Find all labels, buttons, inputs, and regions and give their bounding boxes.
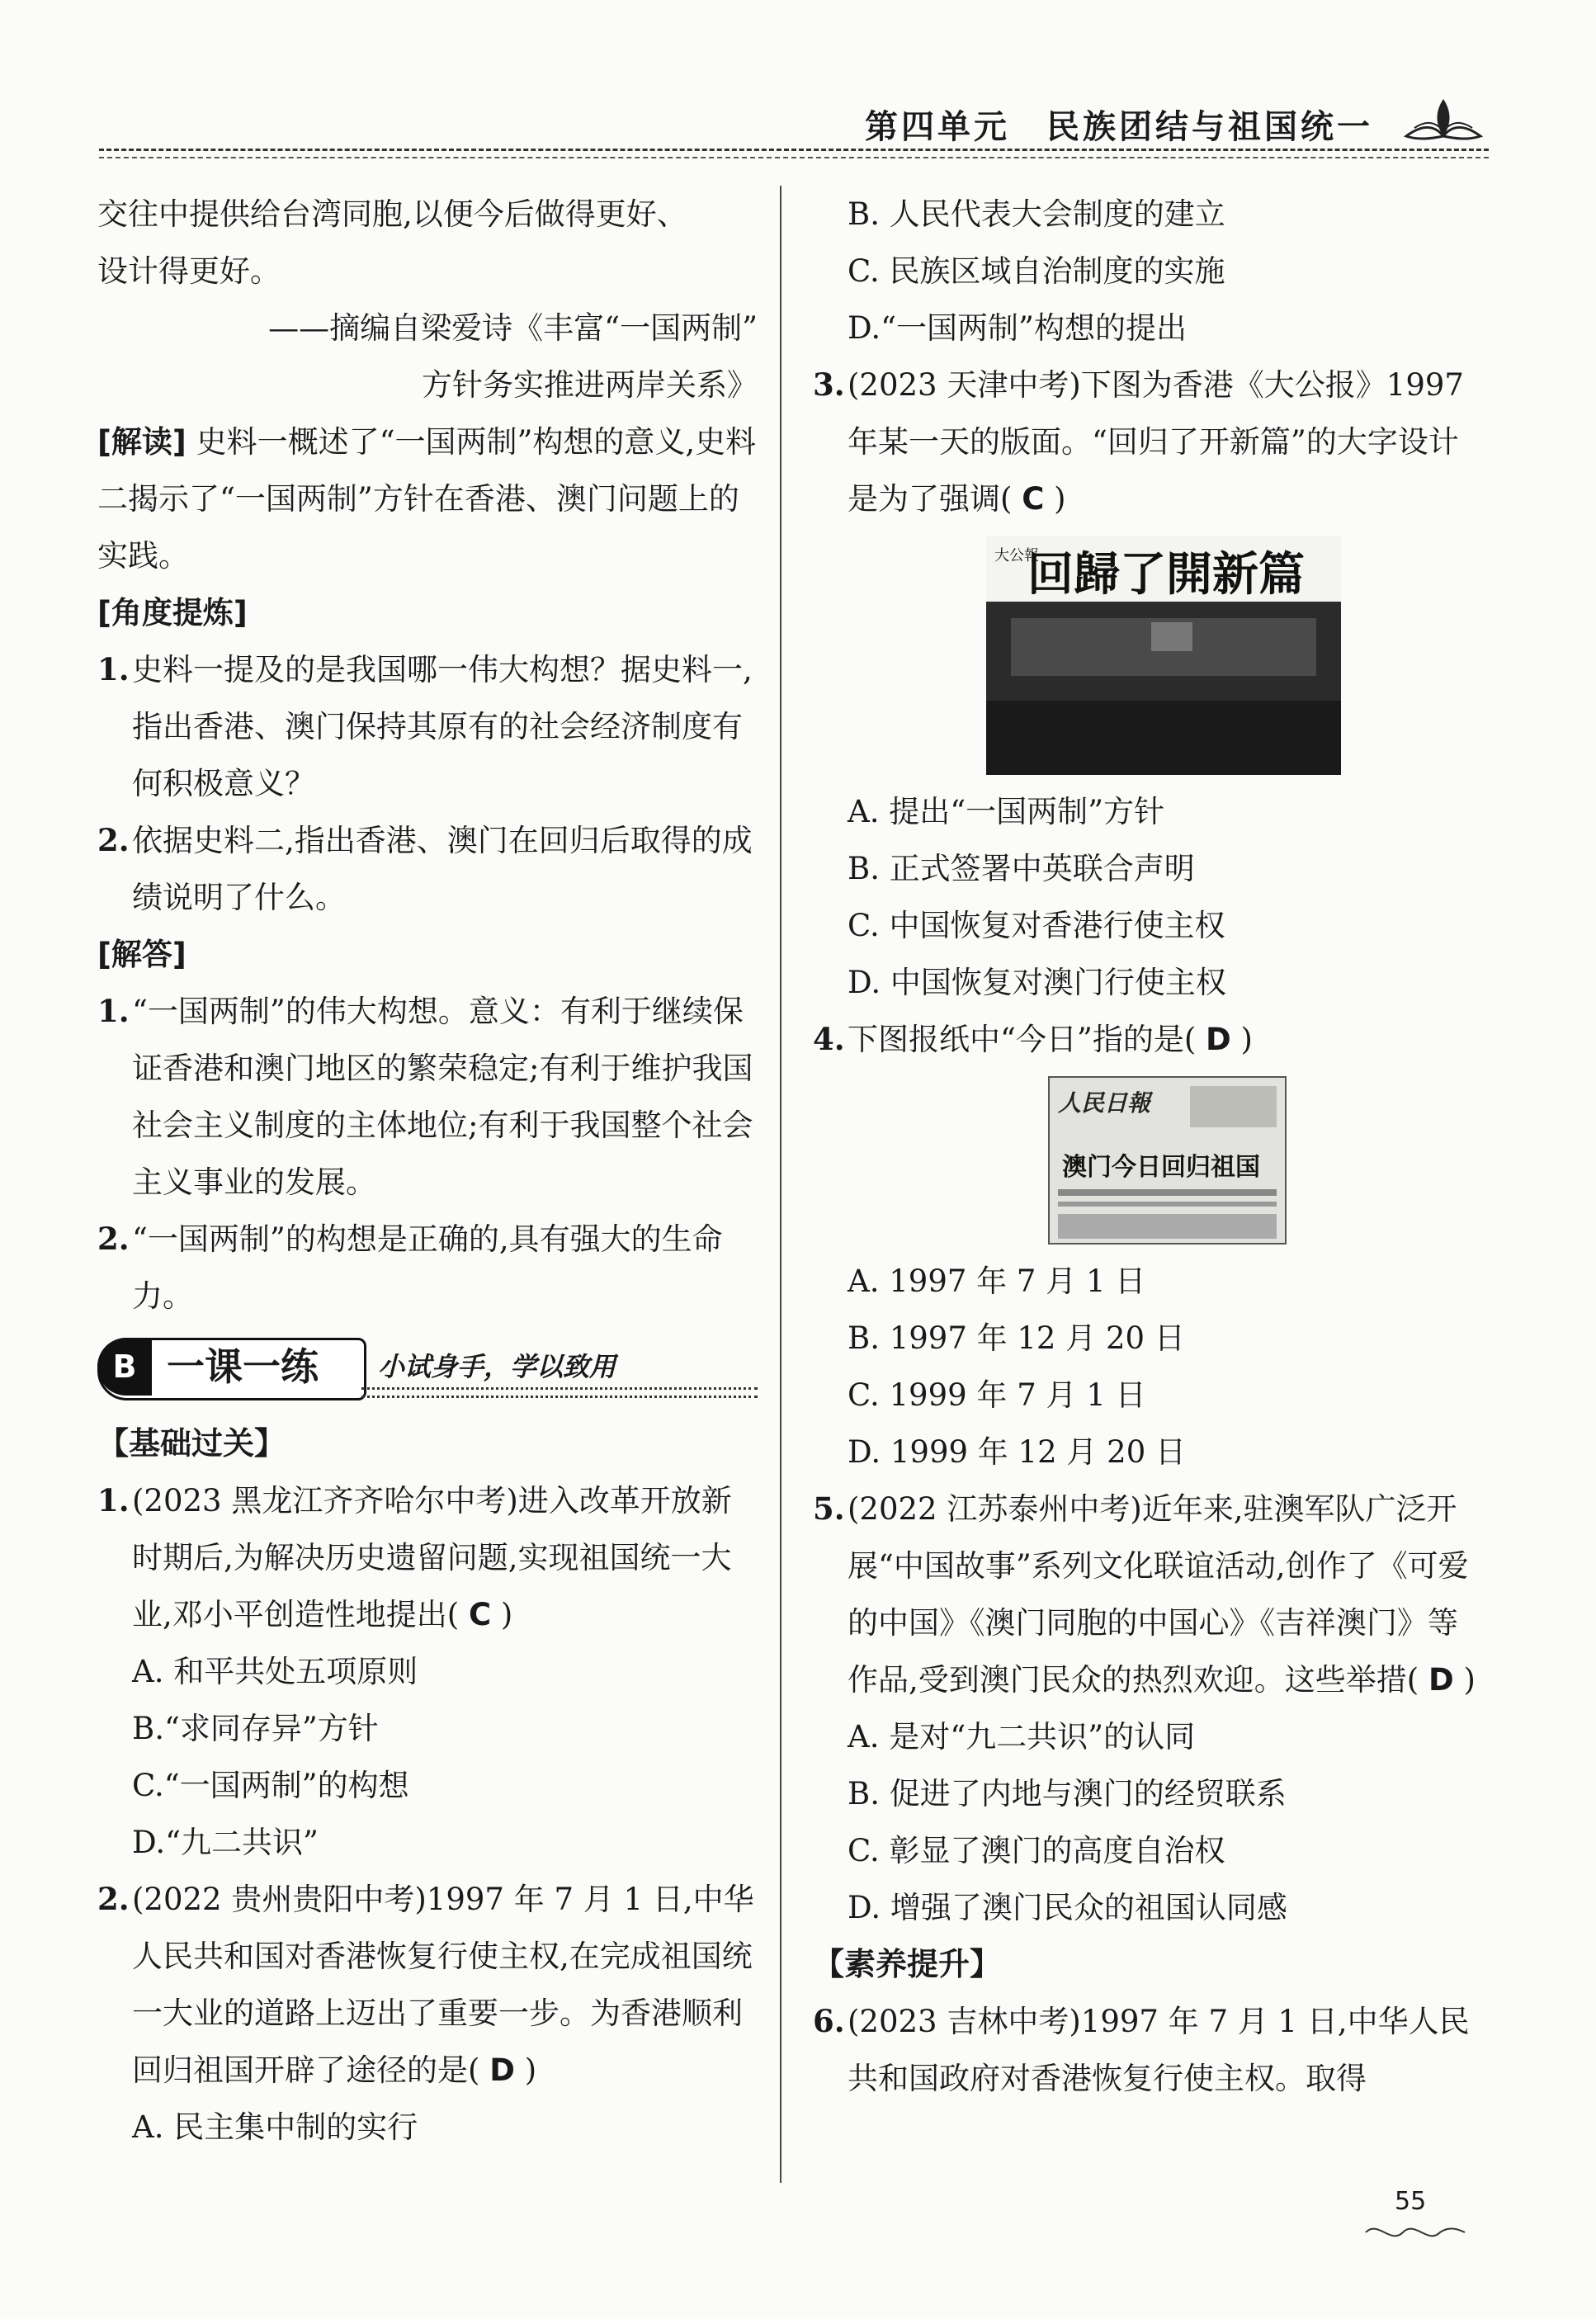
question-1-option: D.“九二共识”: [132, 1825, 319, 1860]
question-1-stem: 1.(2023 黑龙江齐齐哈尔中考)进入改革开放新时期后,为解决历史遗留问题,实现祖国统一大业,邓小平创造性地提出( C ): [97, 1482, 732, 1632]
newspaper-photo-renminribao: [1048, 1076, 1287, 1245]
question-4-stem: 4.下图报纸中“今日”指的是( D ): [813, 1021, 1253, 1057]
question-4-option: D. 1999 年 12 月 20 日: [848, 1434, 1186, 1470]
right-column: [813, 186, 1481, 2107]
jiedu-text: 史料一概述了“一国两制”构想的意义,史料二揭示了“一国两制”方针在香港、澳门问题上的实践。: [97, 424, 757, 574]
question-1-option: C.“一国两制”的构想: [132, 1768, 409, 1803]
jieda-item: 1.“一国两制”的伟大构想。意义：有利于继续保证香港和澳门地区的繁荣稳定;有利于维护我国社会主义制度的主体地位;有利于我国整个社会主义事业的发展。: [97, 993, 753, 1200]
question-3-option: B. 正式签署中英联合声明: [848, 851, 1195, 886]
newspaper-headline: 澳门今日回归祖国: [1062, 1153, 1260, 1182]
question-4-option: C. 1999 年 7 月 1 日: [848, 1377, 1146, 1413]
banner-rule-secondary: [361, 1396, 758, 1398]
question-5-option: B. 促进了内地与澳门的经贸联系: [848, 1776, 1287, 1811]
source-citation-line: ——摘编自梁爱诗《丰富“一国两制”: [268, 310, 758, 346]
banner-letter: B: [97, 1338, 152, 1396]
jiedu-paragraph: [97, 413, 758, 584]
suyang-heading: 【素养提升】: [813, 1946, 1002, 1982]
question-2-option: C. 民族区域自治制度的实施: [848, 253, 1225, 289]
page-number: 55: [1395, 2187, 1427, 2216]
question-1-answer: C: [468, 1597, 492, 1632]
newspaper-image: [986, 536, 1341, 775]
newspaper-masthead: 大公報: [994, 547, 1039, 564]
question-3-stem: 3.(2023 天津中考)下图为香港《大公报》1997 年某一天的版面。“回归了开新篇”的大字设计是为了强调( C ): [813, 366, 1464, 517]
question-6-stem: 6.(2023 吉林中考)1997 年 7 月 1 日,中华人民共和国政府对香港恢复行使主权。取得: [813, 2003, 1470, 2096]
jieda-item: 2.“一国两制”的构想是正确的,具有强大的生命力。: [97, 1221, 723, 1314]
left-column: [97, 186, 758, 2156]
header-rule: [99, 149, 1489, 151]
newspaper-image: [1050, 1078, 1285, 1243]
question-1-option: A. 和平共处五项原则: [132, 1654, 418, 1689]
jiaodu-label: [角度提炼]: [97, 595, 248, 631]
question-3-option: C. 中国恢复对香港行使主权: [848, 908, 1225, 943]
source-citation-line: 方针务实推进两岸关系》: [422, 367, 758, 403]
question-5-answer: D: [1428, 1662, 1454, 1698]
banner-title: 一课一练: [167, 1344, 319, 1389]
question-5-option: C. 彰显了澳门的高度自治权: [848, 1833, 1225, 1868]
newspaper-photo-dagongbao: [986, 536, 1341, 775]
continued-text-line: 设计得更好。: [97, 253, 281, 289]
jieda-label: [解答]: [97, 937, 187, 972]
jiaodu-item: 1.史料一提及的是我国哪一伟大构想？据史料一,指出香港、澳门保持其原有的社会经济制度有何积极意义？: [97, 651, 753, 801]
column-divider: [780, 186, 781, 2183]
question-5-option: A. 是对“九二共识”的认同: [848, 1719, 1196, 1755]
header-rule-secondary: [99, 157, 1489, 158]
question-4-answer: D: [1206, 1022, 1231, 1057]
question-2-option: B. 人民代表大会制度的建立: [848, 196, 1225, 232]
leaf-ornament-icon: [1398, 91, 1489, 149]
jiedu-label: [解读]: [97, 424, 187, 460]
banner-rule: [361, 1387, 758, 1390]
unit-title: 第四单元 民族团结与祖国统一: [865, 108, 1373, 146]
question-1-option: B.“求同存异”方针: [132, 1711, 379, 1746]
continued-text-line: 交往中提供给台湾同胞,以便今后做得更好、: [97, 196, 687, 232]
question-4-option: A. 1997 年 7 月 1 日: [848, 1263, 1146, 1299]
question-5-option: D. 增强了澳门民众的祖国认同感: [848, 1890, 1287, 1925]
jichu-heading: 【基础过关】: [97, 1425, 286, 1462]
question-3-option: D. 中国恢复对澳门行使主权: [848, 965, 1226, 1000]
question-2-stem: 2.(2022 贵州贵阳中考)1997 年 7 月 1 日,中华人民共和国对香港恢复行使主权,在完成祖国统一大业的道路上迈出了重要一步。为香港顺利回归祖国开辟了途径的是( D ): [97, 1881, 754, 2088]
question-2-answer: D: [489, 2052, 515, 2088]
question-4-option: B. 1997 年 12 月 20 日: [848, 1320, 1185, 1356]
section-banner: [97, 1331, 758, 1405]
question-5-stem: 5.(2022 江苏泰州中考)近年来,驻澳军队广泛开展“中国故事”系列文化联谊活动,创作了《可爱的中国》《澳门同胞的中国心》《吉祥澳门》等作品,受到澳门民众的热烈欢迎。这些举措( D ): [813, 1490, 1476, 1698]
page-header: [99, 91, 1489, 157]
newspaper-headline: 回歸了開新篇: [1027, 548, 1305, 602]
newspaper-masthead: 人民日報: [1058, 1089, 1151, 1117]
question-2-option: A. 民主集中制的实行: [132, 2109, 418, 2145]
jiaodu-item: 2.依据史料二,指出香港、澳门在回归后取得的成绩说明了什么。: [97, 822, 753, 915]
question-3-answer: C: [1022, 481, 1045, 517]
swirl-ornament-icon: [1362, 2220, 1469, 2245]
banner-subtitle: 小试身手，学以致用: [378, 1351, 616, 1382]
question-2-option: D.“一国两制”构想的提出: [848, 310, 1187, 346]
question-3-option: A. 提出“一国两制”方针: [848, 794, 1165, 829]
